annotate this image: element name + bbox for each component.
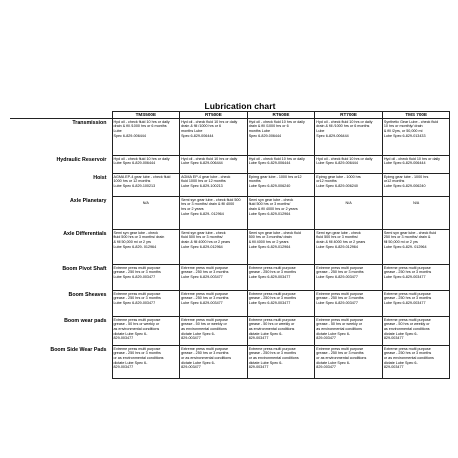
table-body <box>10 119 450 379</box>
table-cell <box>382 230 450 265</box>
table-cell <box>247 291 315 317</box>
table-cell <box>180 197 248 230</box>
table-cell <box>112 291 180 317</box>
cell-text: Epimg gear lube - 1000 hrs or12 months Lube Spec 6-829-006240 <box>248 174 302 188</box>
row-label: Hydraulic Reservoir <box>56 156 107 163</box>
table-cell <box>112 317 180 346</box>
cell-text: Extreme press multi purpose grease - 250 hrs or 3 months Lube Spec 6-829-003477 <box>181 291 229 305</box>
table-row <box>10 174 450 197</box>
table-cell <box>180 317 248 346</box>
table-cell <box>247 119 315 156</box>
table-row <box>10 197 450 230</box>
cell-text: Extreme press multi purpose grease - 250 hrs or 3 months or as environmental conditions dictate Lube Spec 6- 829-003477 <box>316 346 367 370</box>
row-label: Hoist <box>93 174 107 181</box>
cell-text: Extreme press multi purpose grease - 250 hrs or 3 months Lube Spec 6-829-003477 <box>248 265 297 279</box>
cell-text: Extreme press multi purpose grease - 250 hrs or 3 months Lube Spec 6-829-003477 <box>383 291 432 305</box>
cell-text: Hyd oil - check fluid 10 hrs or daily Lube Spec 6-829-006444 <box>113 156 170 166</box>
cell-text: Hyd oil - check fluid 10 hrs or daily Lube Spec 6-829-006444 <box>181 156 238 166</box>
cell-text: Semi syn gear lube - check fluid 500 hrs or 3 months/ drain & fill 4000 hrs or 2 years Lube Spec 6-829-012964 <box>181 230 231 249</box>
table-cell <box>180 156 248 174</box>
cell-text: Hyd oil - check fluid 10 hrs or daily drain & fill /1000 hrs or 6 months Lube Spec 6-829-006444 <box>316 119 373 138</box>
table-cell <box>382 156 450 174</box>
lubrication-table <box>10 111 450 379</box>
table-cell <box>112 119 180 156</box>
table-cell <box>315 317 383 346</box>
header-corner <box>10 112 112 119</box>
cell-text: Extreme press multi purpose grease - 250 hrs or 3 months Lube Spec 6-829-003477 <box>316 291 364 305</box>
table-row <box>10 346 450 379</box>
cell-text: Semi syn gear lube - check fluid 500 hrs or 3 months/ drain & fill 4000 hrs or 2 years Lube Spec 6-829-012964 <box>248 197 298 216</box>
cell-text: Hyd oil - check fluid 10 hrs or daily drain & fill /1000 hrs or 6 months Lube Spec 6-829-006444 <box>181 119 238 138</box>
row-label: Transmission <box>72 120 107 126</box>
cell-text: Synthetic Gear Lube - check fluid 10 hrs or monthly/ drain & fill /2yrs, or 50,000 mi Lube Spec 6-829-013433 <box>383 119 439 138</box>
table-cell <box>315 119 383 156</box>
table-cell <box>180 265 248 291</box>
table-row <box>10 317 450 346</box>
cell-text: AGMA EP-4 gear lube - check fluid 1000 hrs or 12 months Lube Spec 6-829-100213 <box>181 174 231 188</box>
column-header: RT600E <box>247 112 315 119</box>
cell-text: Semi syn gear lube - check fluid 500 hrs or 3 months/ drain & fill 4000 hrs or 2 years Lube Spec 6-829- 012964 <box>181 197 241 216</box>
cell-text: Extreme press multi purpose grease - 250 hrs or 3 months or as environmental conditions dictate Lube Spec 6- 829-003477 <box>383 346 434 370</box>
table-cell <box>315 265 383 291</box>
cell-text: Extreme press multi purpose grease - 250 hrs or 3 months Lube Spec 6-829-003477 <box>316 265 364 279</box>
table-cell <box>382 197 450 230</box>
cell-text: Extreme press multi purpose grease - 250 hrs or 3 months Lube Spec 6-829-003477 <box>113 291 161 305</box>
cell-text: Extreme press multi purpose grease - 50 hrs or weekly or as environmental conditions dictate Lube Spec 6- 829-003477 <box>316 317 364 341</box>
table-cell <box>247 346 315 379</box>
row-label: Axle Planetary <box>69 197 107 204</box>
table-cell <box>112 346 180 379</box>
table-row <box>10 265 450 291</box>
table-cell <box>180 230 248 265</box>
table-cell <box>382 346 450 379</box>
cell-text: Extreme press multi purpose grease - 250 hrs or 3 months or as environmental conditions dictate Lube Spec 6- 829-003477 <box>248 346 299 370</box>
cell-text: Extreme press multi purpose grease - 250 hrs or 3 months Lube Spec 6-829-003477 <box>113 265 161 279</box>
table-cell <box>315 291 383 317</box>
table-cell <box>382 174 450 197</box>
row-label: Boom Sheaves <box>68 291 107 298</box>
table-cell <box>382 317 450 346</box>
table-cell <box>112 156 180 174</box>
header-row <box>10 112 450 119</box>
cell-text: Semi syn gear lube - check fluid 500 hrs or 3 months/ drain & fill 50,000 mi or 2 yrs Lube Spec 6-829- 012964 <box>113 230 165 249</box>
table-cell <box>315 346 383 379</box>
cell-text: Epimg gear lube - 1000 hrs or12 months Lube Spec 6-829-006240 <box>383 174 429 188</box>
table-row <box>10 119 450 156</box>
cell-text: Extreme press multi purpose grease - 50 hrs or weekly or as environmental conditions dictate Lube Spec 6- 829-003477 <box>383 317 431 341</box>
cell-text: Semi syn gear lube - check fluid 500 hrs or 3 months/ drain & fill 4000 hrs or 2 years Lube Spec 6-829-012964 <box>248 230 301 249</box>
cell-text: Hyd oil - check fluid 10 hrs or daily Lube Spec 6-829-006444 <box>316 156 373 166</box>
cell-text: Semi syn gear lube - check fluid 250 hrs or 3 months/ drain & fill 50,000 mi or 2 yrs Lube Spec 6-829- 012964 <box>383 230 437 249</box>
column-header: RT700E <box>315 112 383 119</box>
table-row <box>10 291 450 317</box>
cell-text: Extreme press multi purpose grease - 250 hrs or 3 months Lube Spec 6-829-003477 <box>383 265 432 279</box>
table-cell <box>180 346 248 379</box>
page-title: Lubrication chart <box>204 101 276 111</box>
cell-text: Hyd oil - check fluid 10 hrs or daily Lube Spec 6-829-006444 <box>383 156 441 166</box>
column-header: TMS 700E <box>382 112 450 119</box>
cell-text: Hyd oil - check fluid 10 hrs or daily Lube Spec 6-829-006444 <box>248 156 305 166</box>
table-cell <box>247 156 315 174</box>
table-cell <box>315 197 383 230</box>
cell-text: AGMA EP-4 gear lube - check fluid 1000 hrs or 12 months Lube Spec 6-829-100213 <box>113 174 171 188</box>
table-cell <box>112 174 180 197</box>
cell-text: Extreme press multi purpose grease - 50 hrs or weekly or as environmental conditions dictate Lube Spec 6- 829-003477 <box>113 317 161 341</box>
table-cell <box>247 230 315 265</box>
cell-text: Hyd oil - check fluid 10 hrs or daily drain & fill /1000 hrs or 6 months Lube Spec 6-829-006444 <box>113 119 170 138</box>
table-cell <box>382 291 450 317</box>
table-cell <box>180 119 248 156</box>
table-cell <box>180 291 248 317</box>
cell-text: Hyd oil - check fluid 10 hrs or daily drain & fill /1000 hrs or 6 months Lube Spec 6-829-006444 <box>248 119 305 138</box>
cell-text: Extreme press multi purpose grease - 50 hrs or weekly or as environmental conditions dictate Lube Spec 6- 829-003477 <box>248 317 296 341</box>
cell-text: Extreme press multi purpose grease - 250 hrs or 3 months Lube Spec 6-829-003477 <box>248 291 297 305</box>
table-cell <box>112 230 180 265</box>
row-label: Axle Differentials <box>63 230 107 237</box>
table-cell <box>247 197 315 230</box>
table-row <box>10 156 450 174</box>
cell-text: N/A <box>345 201 352 205</box>
cell-text: N/A <box>413 201 420 205</box>
cell-text: Extreme press multi purpose grease - 50 hrs or weekly or as environmental conditions dictate Lube Spec 6- 829-003477 <box>181 317 229 341</box>
row-label: Boom wear pads <box>64 317 107 324</box>
table-cell <box>247 317 315 346</box>
row-label: Boom Pivot Shaft <box>62 265 107 272</box>
cell-text: Extreme press multi purpose grease - 250 hrs or 3 months or as environmental conditions dictate Lube Spec 6- 829-003477 <box>181 346 232 370</box>
table-cell <box>112 197 180 230</box>
row-label: Boom Side Wear Pads <box>50 346 107 353</box>
table-cell <box>382 265 450 291</box>
cell-text: Epimg gear lube - 1000 hrs or12 months Lube Spec 6-829-006240 <box>316 174 361 188</box>
column-header: RT500E <box>180 112 248 119</box>
table-cell <box>315 230 383 265</box>
table-cell <box>247 265 315 291</box>
table-cell <box>180 174 248 197</box>
table-cell <box>315 156 383 174</box>
cell-text: Semi syn gear lube - check fluid 500 hrs or 3 months/ drain & fill 4000 hrs or 2 years Lube Spec 6-829-012964 <box>316 230 366 249</box>
table-cell <box>247 174 315 197</box>
cell-text: Extreme press multi purpose grease - 250 hrs or 3 months or as environmental conditions dictate Lube Spec 6- 829-003477 <box>113 346 164 370</box>
cell-text: N/A <box>142 201 149 205</box>
table-cell <box>112 265 180 291</box>
table-cell <box>382 119 450 156</box>
table-cell <box>315 174 383 197</box>
table-row <box>10 230 450 265</box>
cell-text: Extreme press multi purpose grease - 250 hrs or 3 months Lube Spec 6-829-003477 <box>181 265 229 279</box>
column-header: TMS500E <box>112 112 180 119</box>
